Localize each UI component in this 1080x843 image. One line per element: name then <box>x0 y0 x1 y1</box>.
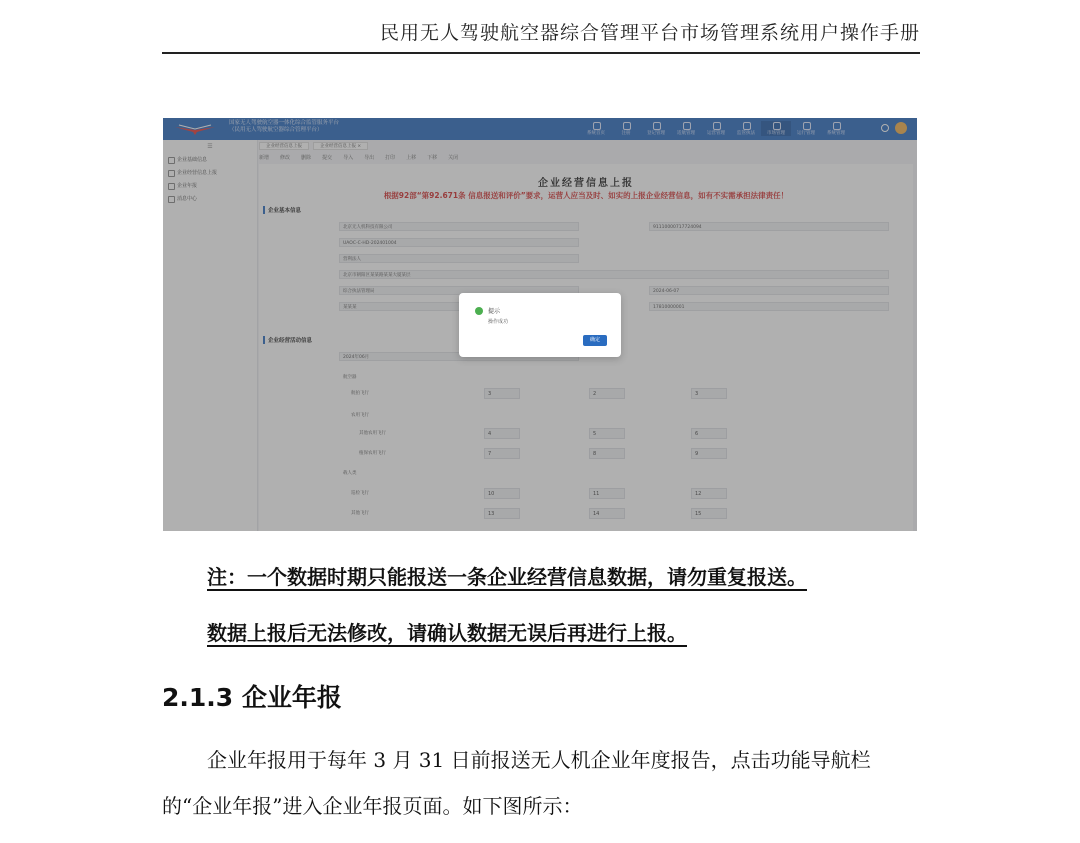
form-title: 企业经营信息上报 <box>538 178 634 189</box>
grid-label-5: 载人类 <box>343 471 357 476</box>
paragraph-line-1: 企业年报用于每年 3 月 31 日前报送无人机企业年度报告，点击功能导航栏 <box>207 748 871 772</box>
sidebar-item-annual-report[interactable]: 企业年报 <box>163 179 257 192</box>
grid-3-c[interactable]: 6 <box>691 428 727 439</box>
nav-item-airworthiness[interactable]: 适航管理 <box>671 121 701 136</box>
grid-6-b[interactable]: 11 <box>589 488 625 499</box>
grid-1-c[interactable]: 3 <box>691 388 727 399</box>
note-duplicate-warning: 注：一个数据时期只能报送一条企业经营信息数据，请勿重复报送。 <box>207 565 807 589</box>
note-no-modify-warning: 数据上报后无法修改，请确认数据无误后再进行上报。 <box>207 621 687 645</box>
grid-6-c[interactable]: 12 <box>691 488 727 499</box>
dialog-confirm-button[interactable]: 确定 <box>583 335 607 346</box>
manager-field[interactable]: 综合执法管理局 <box>339 286 579 295</box>
grid-7-b[interactable]: 14 <box>589 508 625 519</box>
dialog-message: 操作成功 <box>488 319 509 325</box>
paragraph-line-2: 的“企业年报”进入企业年报页面。如下图所示： <box>162 794 583 818</box>
system-title-line2: （民用无人驾驶航空器综合管理平台） <box>229 127 323 133</box>
print-button[interactable]: 打印 <box>385 155 396 161</box>
delete-button[interactable]: 删除 <box>301 155 312 161</box>
move-up-button[interactable]: 上移 <box>406 155 417 161</box>
header-rule <box>162 52 920 54</box>
export-button[interactable]: 导出 <box>364 155 375 161</box>
grid-1-b[interactable]: 2 <box>589 388 625 399</box>
contact-field[interactable]: 某某某 <box>339 302 579 311</box>
grid-3-b[interactable]: 5 <box>589 428 625 439</box>
grid-6-a[interactable]: 10 <box>484 488 520 499</box>
dialog-title: 提示 <box>488 308 501 315</box>
grid-7-a[interactable]: 13 <box>484 508 520 519</box>
grid-label-3: 其他农用飞行 <box>359 431 386 436</box>
section-basic-info: 企业基本信息 <box>263 206 301 214</box>
credit-code-field[interactable]: 91110000717724094 <box>649 222 889 231</box>
grid-4-b[interactable]: 8 <box>589 448 625 459</box>
grid-4-c[interactable]: 9 <box>691 448 727 459</box>
sidebar-item-messages[interactable]: 消息中心 <box>163 192 257 205</box>
grid-label-2: 农用飞行 <box>351 413 369 418</box>
sidebar-item-operation-report[interactable]: 企业经营信息上报 <box>163 166 257 179</box>
grid-3-a[interactable]: 4 <box>484 428 520 439</box>
grid-label-7: 其他飞行 <box>351 511 369 516</box>
nav-item-market[interactable]: 市场管理 <box>761 121 791 136</box>
add-button[interactable]: 新增 <box>259 155 270 161</box>
company-name-field[interactable]: 北京无人机科技有限公司 <box>339 222 579 231</box>
grid-label-1: 航拍飞行 <box>351 391 369 396</box>
section-heading: 2.1.3 企业年报 <box>162 683 342 712</box>
edit-button[interactable]: 修改 <box>280 155 291 161</box>
nav-item-home[interactable]: 系统首页 <box>581 121 611 136</box>
move-down-button[interactable]: 下移 <box>427 155 438 161</box>
embedded-screenshot <box>163 118 917 531</box>
submit-button[interactable]: 提交 <box>322 155 333 161</box>
tab-operation-report[interactable]: 企业经营信息上报 <box>259 142 309 150</box>
nav-item-registration[interactable]: 登记管理 <box>641 121 671 136</box>
success-check-icon <box>475 307 483 315</box>
close-button[interactable]: 关闭 <box>448 155 459 161</box>
register-no-field[interactable]: UAOC-C-HD-202401004 <box>339 238 579 247</box>
nav-item-system[interactable]: 系统管理 <box>821 121 851 136</box>
nav-item-enforcement[interactable]: 监管执法 <box>731 121 761 136</box>
grid-label-0: 航空器 <box>343 375 357 380</box>
grid-label-4: 植保农用飞行 <box>359 451 386 456</box>
grid-label-6: 巡检飞行 <box>351 491 369 496</box>
nav-item-register[interactable]: 注册 <box>611 121 641 136</box>
tab-operation-report-active[interactable]: 企业经营信息上报 × <box>313 142 368 150</box>
nav-item-operation[interactable]: 运营管理 <box>701 121 731 136</box>
import-button[interactable]: 导入 <box>343 155 354 161</box>
grid-4-a[interactable]: 7 <box>484 448 520 459</box>
menu-toggle-icon[interactable]: ☰ <box>207 143 213 150</box>
nav-item-run[interactable]: 运行管理 <box>791 121 821 136</box>
sidebar-item-basic-info[interactable]: 企业基础信息 <box>163 153 257 166</box>
section-activity-info: 企业经营活动信息 <box>263 336 312 344</box>
document-header: 民用无人驾驶航空器综合管理平台市场管理系统用户操作手册 <box>379 22 920 44</box>
grid-1-a[interactable]: 3 <box>484 388 520 399</box>
address-field[interactable]: 北京市朝阳区某某路某某大厦某层 <box>339 270 889 279</box>
grid-7-c[interactable]: 15 <box>691 508 727 519</box>
success-dialog <box>459 293 621 357</box>
company-type-field[interactable]: 营利法人 <box>339 254 579 263</box>
phone-field[interactable]: 17810000001 <box>649 302 889 311</box>
period-field[interactable]: 2024年06月 <box>339 352 579 361</box>
warning-text: 根据92部“第92.671条 信息报送和评价”要求，运营人应当及时、如实的上报企业经营信息，如有不实需承担法律责任！ <box>383 191 789 200</box>
system-title-line1: 国家无人驾驶航空器一体化综合监管服务平台 <box>229 120 340 126</box>
date-field[interactable]: 2024-06-07 <box>649 286 889 295</box>
